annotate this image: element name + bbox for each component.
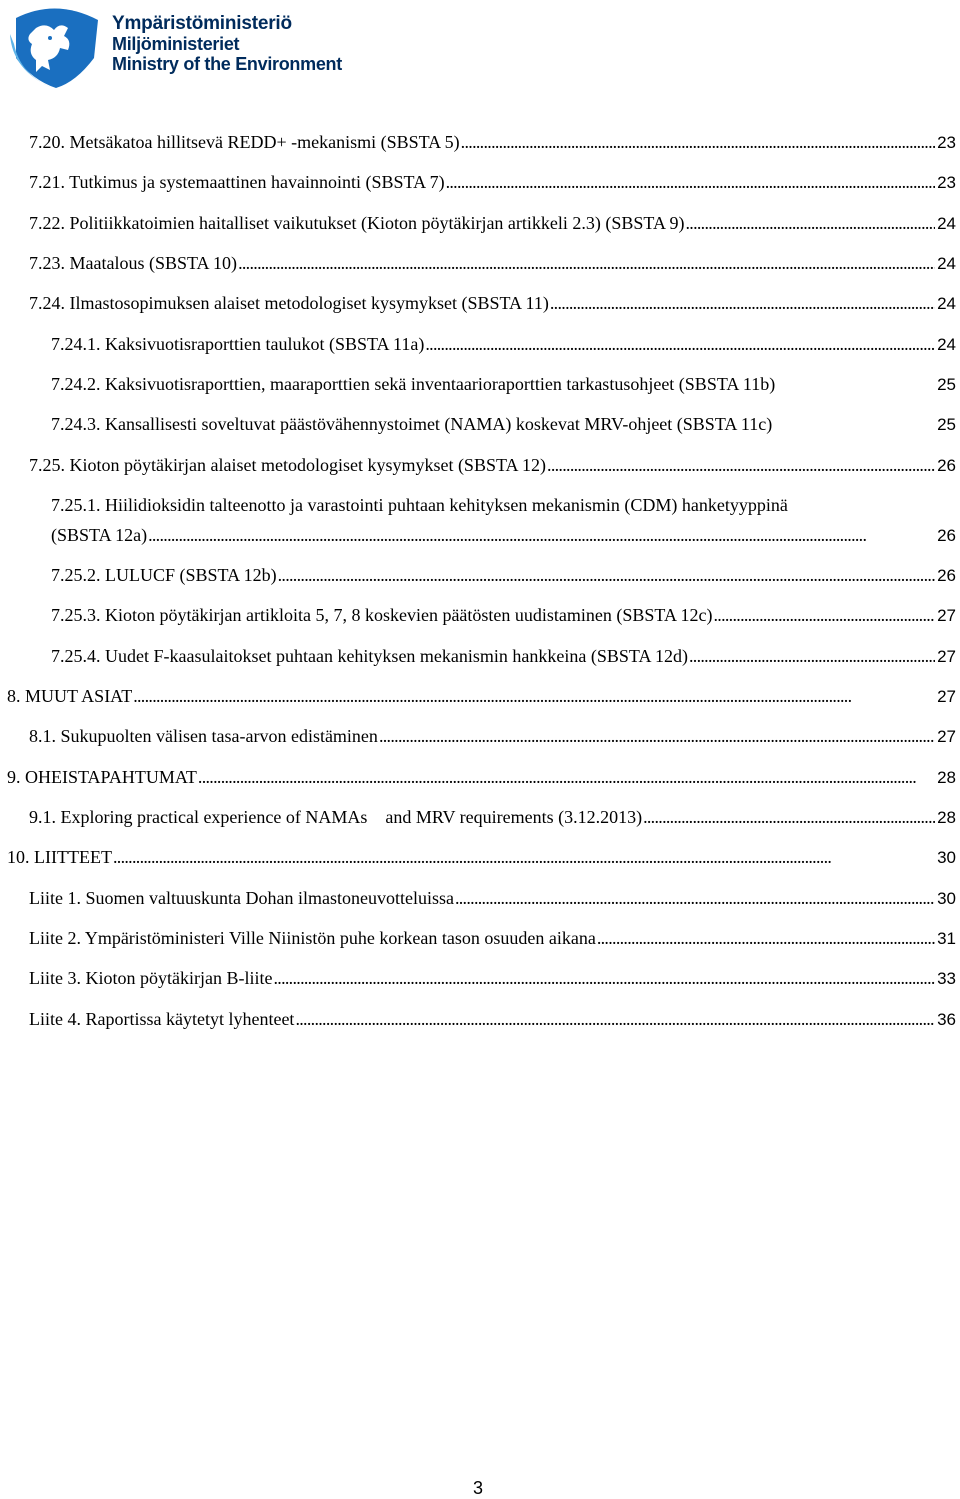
toc-leader-dots — [461, 131, 935, 153]
toc-entry[interactable] — [29, 927, 956, 950]
toc-entry[interactable] — [51, 413, 956, 436]
toc-entry[interactable] — [29, 887, 956, 910]
page-number: 3 — [473, 1478, 484, 1498]
toc-entry-page: 24 — [937, 254, 956, 273]
toc-entry[interactable] — [51, 373, 956, 396]
toc-entry-label-wrapped[interactable]: 7.25.1. Hiilidioksidin talteenotto ja varastointi puhtaan kehityksen mekanismin (CDM) hanketyyppinä — [51, 495, 788, 515]
toc-entry-page: 27 — [937, 687, 956, 706]
logo-line-3: Ministry of the Environment — [112, 54, 342, 74]
toc-entry-page: 31 — [937, 929, 956, 948]
toc-entry[interactable] — [51, 604, 956, 627]
toc-entry-page: 26 — [937, 566, 956, 585]
toc-leader-dots — [597, 927, 935, 949]
toc-entry[interactable] — [7, 685, 956, 708]
toc-leader-dots — [295, 1008, 935, 1030]
toc-entry-label: 10. LIITTEET — [7, 847, 112, 867]
toc-entry-label: Liite 4. Raportissa käytetyt lyhenteet — [29, 1009, 295, 1029]
toc-leader-dots — [238, 252, 935, 274]
logo-line-2: Miljöministeriet — [112, 34, 240, 54]
toc-leader-dots — [113, 846, 935, 868]
toc-leader-dots — [685, 212, 935, 234]
toc-entry-label: 7.24.3. Kansallisesti soveltuvat päästövähennystoimet (NAMA) koskevat MRV-ohjeet (SBSTA 11c) — [51, 414, 773, 434]
logo-line-1: Ympäristöministeriö — [112, 13, 292, 34]
toc-entry[interactable] — [29, 212, 956, 235]
toc-entry-page: 23 — [937, 133, 956, 152]
toc-entry[interactable] — [29, 131, 956, 154]
toc-entry-page: 27 — [937, 606, 956, 625]
toc-leader-dots — [379, 725, 935, 747]
toc-entry-page: 24 — [937, 335, 956, 354]
toc-entry-label: Liite 2. Ympäristöministeri Ville Niinistön puhe korkean tason osuuden aikana — [29, 928, 596, 948]
toc-entry-page: 25 — [937, 415, 956, 434]
ministry-logo — [6, 4, 346, 92]
toc-leader-dots — [455, 887, 935, 909]
toc-entry-page: 27 — [937, 647, 956, 666]
toc-entry-label: 9.1. Exploring practical experience of NAMAs and MRV requirements (3.12.2013) — [29, 807, 643, 827]
toc-entry-page: 26 — [937, 456, 956, 475]
toc-entry-page: 25 — [937, 375, 956, 394]
toc-entry[interactable] — [29, 171, 956, 194]
toc-leader-dots — [278, 564, 935, 586]
toc-leader-dots — [273, 967, 935, 989]
toc-entry-label: 8. MUUT ASIAT — [7, 686, 133, 706]
toc-entry[interactable] — [29, 725, 956, 748]
toc-entry-page: 30 — [937, 889, 956, 908]
toc-entry-page: 24 — [937, 214, 956, 233]
toc-entry-label: 7.24.1. Kaksivuotisraporttien taulukot (SBSTA 11a) — [51, 334, 425, 354]
toc-entry-label: 8.1. Sukupuolten välisen tasa-arvon edistäminen — [29, 726, 378, 746]
toc-entry[interactable] — [29, 454, 956, 477]
toc-entry[interactable] — [7, 846, 956, 869]
toc-leader-dots — [198, 766, 935, 788]
toc-entry[interactable] — [29, 292, 956, 315]
toc-entry[interactable] — [29, 806, 956, 829]
toc-entry-label: 7.25.3. Kioton pöytäkirjan artikloita 5, 7, 8 koskevien päätösten uudistaminen (SBSTA 12c) — [51, 605, 713, 625]
toc-entry-label: 7.21. Tutkimus ja systemaattinen havainnointi (SBSTA 7) — [29, 172, 445, 192]
toc-entry-label: 7.20. Metsäkatoa hillitsevä REDD+ -mekanismi (SBSTA 5) — [29, 132, 460, 152]
toc-leader-dots — [713, 604, 935, 626]
toc-leader-dots — [547, 454, 935, 476]
toc-leader-dots — [148, 524, 935, 546]
toc-entry-page: 23 — [937, 173, 956, 192]
toc-entry-page: 28 — [937, 808, 956, 827]
toc-leader-dots — [133, 685, 935, 707]
toc-entry-label: Liite 1. Suomen valtuuskunta Dohan ilmastoneuvotteluissa — [29, 888, 454, 908]
toc-entry-label: 7.22. Politiikkatoimien haitalliset vaikutukset (Kioton pöytäkirjan artikkeli 2.3) (SBSTA 9) — [29, 213, 685, 233]
toc-entry[interactable] — [29, 1008, 956, 1031]
toc-entry[interactable] — [51, 645, 956, 668]
toc-entry[interactable] — [29, 967, 956, 990]
toc-entry[interactable] — [51, 524, 956, 547]
toc-entry-page: 27 — [937, 727, 956, 746]
toc-entry-label: 7.25.4. Uudet F-kaasulaitokset puhtaan kehityksen mekanismin hankkeina (SBSTA 12d) — [51, 646, 688, 666]
logo-wordmark — [112, 14, 342, 74]
toc-entry-label: 9. OHEISTAPAHTUMAT — [7, 767, 197, 787]
toc-entry-label: Liite 3. Kioton pöytäkirjan B-liite — [29, 968, 273, 988]
toc-leader-dots — [643, 806, 935, 828]
toc-entry-page: 26 — [937, 526, 956, 545]
toc-entry-page: 24 — [937, 294, 956, 313]
toc-entry-page: 36 — [937, 1010, 956, 1029]
toc-entry[interactable] — [29, 252, 956, 275]
toc-entry[interactable] — [51, 333, 956, 356]
toc-entry-label: 7.24.2. Kaksivuotisraporttien, maaraporttien sekä inventaarioraporttien tarkastusohjeet (SBSTA 11b) — [51, 374, 776, 394]
toc-entry-page: 28 — [937, 768, 956, 787]
finnish-lion-crest-icon — [6, 4, 106, 90]
toc-entry-label: 7.23. Maatalous (SBSTA 10) — [29, 253, 238, 273]
toc-leader-dots — [446, 171, 936, 193]
toc-entry-page: 30 — [937, 848, 956, 867]
toc-entry-label: 7.25. Kioton pöytäkirjan alaiset metodologiset kysymykset (SBSTA 12) — [29, 455, 547, 475]
toc-entry-page: 33 — [937, 969, 956, 988]
toc-leader-dots — [550, 292, 935, 314]
toc-leader-dots — [425, 333, 935, 355]
toc-entry[interactable] — [7, 766, 956, 789]
toc-entry-label: 7.24. Ilmastosopimuksen alaiset metodologiset kysymykset (SBSTA 11) — [29, 293, 549, 313]
toc-entry-label: 7.25.2. LULUCF (SBSTA 12b) — [51, 565, 277, 585]
toc-entry-continuation: (SBSTA 12a) — [51, 525, 148, 545]
toc-leader-dots — [689, 645, 935, 667]
toc-entry[interactable] — [51, 564, 956, 587]
